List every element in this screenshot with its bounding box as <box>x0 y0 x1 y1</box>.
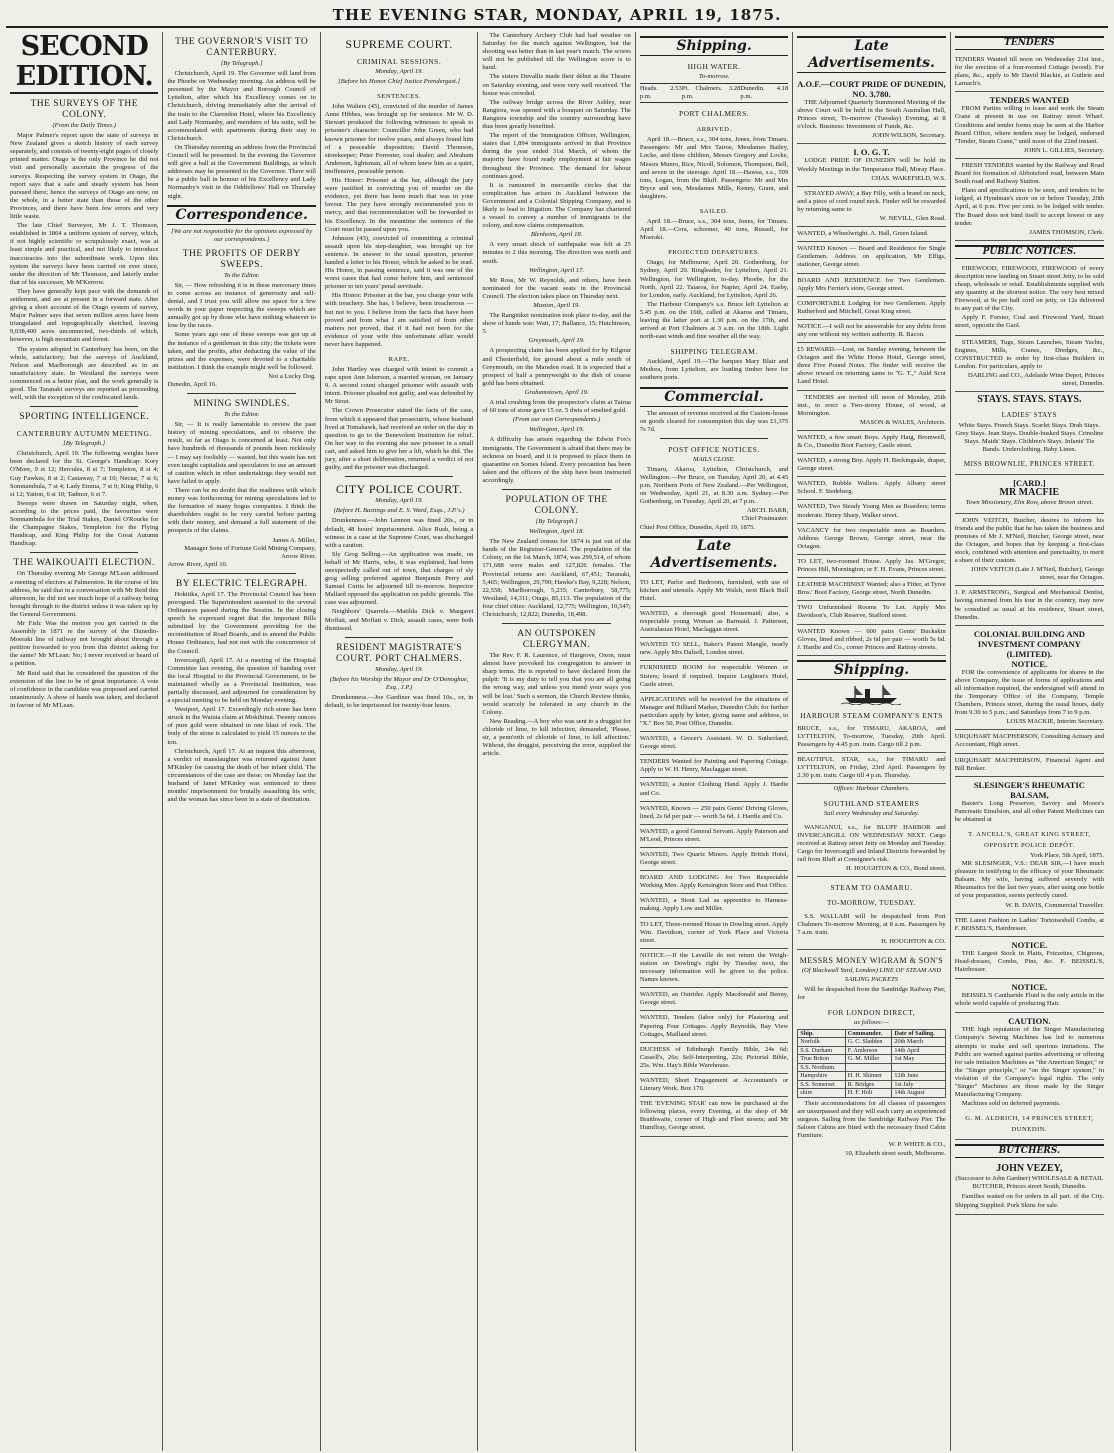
election-heading: THE WAIKOUAITI ELECTION. <box>13 558 155 569</box>
court-heading: SUPREME COURT. <box>345 37 453 51</box>
news-paragraph: The sisters Duvallis made their début at the Theatre on Saturday evening, and were very well received. The house was crowded. <box>482 73 631 97</box>
classified-ad: WANTED, a good General Servant. Apply Paterson and M'Leod, Princes street. <box>640 825 788 848</box>
sporting-paragraph: Sweeps were drawn on Saturday night, when, according to the prices paid, the favourites were Somnambula for the Trial Stakes, Daniel O'Rourke for the Champagne Stakes, Templeton for the Flying Handicap, and King Philip for the Great Autumn Handicap. <box>10 499 159 548</box>
card-title: [CARD.] <box>1013 478 1046 489</box>
table-row: shire H. F. Holt 14th August <box>798 1089 945 1098</box>
public-notices-banner: PUBLIC NOTICES. <box>955 245 1104 259</box>
letter-paragraph: There can be no doubt that the readiness with which money was forthcoming for mining speculations led to the formation of many bogus companies. I think the shareholders ought to be very careful before parting with their money, and demand a full statement of the prospects of the claims. <box>167 486 316 535</box>
tender-notice <box>955 159 1104 241</box>
sailed-paragraph: April 18.—Bruce, s.s., 304 tons, Jones, for Timaru. April 18.—Cora, schooner, 40 tons, Russell, for Moeraki. <box>639 218 789 242</box>
strayed-sign: W. NEVILL, Glen Road. <box>879 215 946 223</box>
classified-ad: WANTED, Known — 250 pairs Gents' Driving Gloves, lined, 2s 6d per pair — worth 5s 6d. J. Hardie and Co. <box>640 802 788 825</box>
divider <box>345 637 453 638</box>
firewood-text: FIREWOOD, FIREWOOD, FIREWOOD of every description now landing on Stuart street Jetty, to be sold cheap, wholesale or retail. Establishments supplied with any quantity at the shortest notice. The very best mixed Firewood, at 9s per half cord on jetty, or 12s delivered to any part of the City. <box>954 264 1105 313</box>
table-row: True Briton G. M. Miller 1st May <box>798 1055 945 1064</box>
columns <box>6 32 1108 1451</box>
survey-paragraph: The late Chief Surveyor, Mr J. T. Thomson, established in 1864 a uniform system of survey, which, if not highly scientific or scrupulously exact, was at least simple and practical, and not likely to introduce inaccuracies into the subordinate work. Upon this system the surveys have been carried on ever since, under the direction of Mr Thomson, and latterly under that of his successor, Mr M'Kerrow. <box>10 222 159 286</box>
table-header-cell: Date of Sailing. <box>892 1029 945 1038</box>
dateline: Wellington, April 19. <box>529 426 585 434</box>
classified-ad: WANTED, a Grocer's Assistant. W. D. Sutherland, George street. <box>640 732 788 755</box>
to-editor: To the Editor. <box>223 411 260 419</box>
telegraph-heading: BY ELECTRIC TELEGRAPH. <box>175 578 308 589</box>
classified-ad: WANTED, an Outrider. Apply Macdonald and Benny, George street. <box>640 988 788 1011</box>
high-water-tomorrow: To-morrow. <box>698 73 730 80</box>
iogt-sign: CHAS. WAKEFIELD, W.S. <box>871 174 946 182</box>
wigram-heading: MESSRS MONEY WIGRAM & SON'S <box>799 956 944 966</box>
sailing-table <box>797 1029 945 1098</box>
beautiful-star-ad: BEAUTIFUL STAR, s.s., for TIMARU and LYTTELTON, on Friday, 23rd April. Passengers by 2.30 p.m. train. Cargo till 4 p.m. Thursday. <box>797 753 945 784</box>
classified-ad: TO LET, two-roomed House. Apply Jas. M'Gregor, Princes Hill, Mornington; or F. H. Evans, Princes street. <box>797 555 945 578</box>
slesinger-text: Baxter's Long Preserver, Savory and Moore's Pancreatic Emulsion, and all other Patent Medicines can be obtained at <box>954 799 1105 823</box>
wallabi-ad <box>797 910 945 950</box>
letter-date: Arrow River, April 10. <box>167 560 228 568</box>
caution-sign: G. M. ALDRICH, 14 PRINCES STREET, DUNEDIN. <box>965 1115 1094 1134</box>
news-paragraph: The report of the Immigration Officer, Wellington, states that 1,894 immigrants arrived in that Province during the year ended 31st March, of whom the majority have found ready employment at fair wages throughout the Province. The demand for labour continues good. <box>482 132 631 180</box>
steamers-text: STEAMERS, Tugs, Steam Launches, Steam Yachts, Engines, Mills, Cranes, Dredges, &c., CONSTRUCTED to order by first-class Builders in London. For particulars, apply to <box>954 338 1105 370</box>
tender-sign: MASON & WALES, Architects. <box>859 418 946 426</box>
dateline: Grahamstown, April 19. <box>524 388 589 396</box>
police-paragraph: Neighbors' Quarrels.—Matilda Dick v. Margaret Moffatt, and Moffatt v. Dick, assault cases, were both dismissed. <box>324 608 474 632</box>
tender-notice <box>955 92 1104 159</box>
stays-sub: LADIES' STAYS <box>1001 411 1058 420</box>
late-ads-banner: Late Advertisements. <box>640 536 788 573</box>
tide-port-chalmers: Pt. Chalmers. 3.28 p.m. <box>681 85 741 101</box>
tender-text: FROM Parties willing to lease and work the Steam Crane at present in use on Rattray street Wharf. Conditions and tender forms may be seen at the Harbor Board Office, where tenders may be lodged, endorsed "Tender, Steam Crane," until noon of the 22nd instant. <box>954 105 1105 145</box>
classified-ad: URQUHART MACPHERSON, Consulting Actuary and Accountant, High street. <box>955 730 1104 753</box>
telegraph-note: [By Telegraph.] <box>63 440 106 448</box>
letter-date: Dunedin, April 16. <box>167 381 217 388</box>
news-paragraph: The Rangitikei nomination took place to-day, and the show of hands was: Watt, 17; Ballance, 15; Hutchinson, 5. <box>482 312 631 336</box>
shipping-telegram-paragraph: Auckland, April 19.—The barques Mary Blair and Medora, from Lyttelton, are loading timber here for southern ports. <box>639 358 789 382</box>
tender-sign: JOHN L. GILLIES, Secretary. <box>1023 146 1105 154</box>
divider <box>30 552 138 553</box>
firewood-sign: Apply F. Forster, Coal and Firewood Yard, Stuart street, opposite the Gaol. <box>954 314 1105 330</box>
harbour-offices: Offices: Harbour Chambers. <box>833 785 910 793</box>
court-paragraph: John Hartley was charged with intent to commit a rape upon Ann Isberson, a married woman, on January 9. A second count charged prisoner with assault with intent. Prisoner pleaded not guilty, and was defended by Mr Stout. <box>324 366 474 406</box>
police-heading: CITY POLICE COURT. <box>335 482 463 497</box>
telegraph-paragraph: Invercargill, April 17. At a meeting of the Hospital Committee last evening, the question of handing over the local Hospital to the Provincial Government, to be maintained wholly as a Provincial Institution, was partially discussed, and adjourned for consideration by a special meeting to be held on Monday evening. <box>167 656 316 705</box>
port-chalmers-heading: PORT CHALMERS. <box>678 109 750 119</box>
news-paragraph: A prospecting claim has been applied for by Kilgour and Chesterfield, for ground about a mile south of Greymouth, on the Marsden road. It is expected that a prospect of half a pennyweight to the dish of coarse gold has been obtained. <box>482 347 631 387</box>
court-paragraph: The Crown Prosecutor stated the facts of the case, from which it appeared that prosecutrix, whose husband lived at Tomahawk, had received an order on the day in question to go to the Benevolent Institution for relief. On her way in the evening she saw prisoner in a small cart, and asked him to give her a lift, which he did. The jury, after a short deliberation, returned a verdict of not guilty, and the prisoner was discharged. <box>324 407 474 472</box>
classified-ad: FURNISHED ROOM for respectable Women or Sisters; board if required. Inquire Leighton's Hotel, Castle street. <box>640 661 788 692</box>
election-paragraph: On Thursday evening Mr George M'Lean addressed a meeting of electors at Palmerston. In the course of his address, he said that in a conversation with Mr Reid this afternoon, he did not see much hope of a railway being brought through to the district unless it was taken up by the General Government. <box>10 570 159 618</box>
tender-text: FRESH TENDERS wanted by the Railway and Road Board for formation of Abbotsford road, between Main South road and Railway Station. <box>954 161 1105 186</box>
classified-ad: DUCHESS of Edinburgh Family Bible, 24s 6d; Cassell's, 26s; Self-Interpreting, 22s; Pictorial Bible, 25s. Wm. Hay's Bible Warehouse. <box>640 1043 788 1074</box>
post-office-paragraph: Timaru, Akaroa, Lyttelton, Christchurch, and Wellington.—Per Bruce, on Tuesday, April 20, at 4.45 p.m. Northern Ports of New Zealand.—Per Wellington, on Wednesday, April 21, at 8.30 a.m. Sydney.—Per Gothenburg, on Tuesday, April 20, at 7 p.m. <box>639 465 789 506</box>
wigram-destination: FOR LONDON DIRECT, <box>827 1007 916 1017</box>
commercial-banner: Commercial. <box>640 387 788 407</box>
colonial-title: COLONIAL BUILDING AND INVESTMENT COMPANY (LIMITED). <box>973 628 1085 659</box>
classified-ad: TENDERS Wanted for Painting and Papering Cottage. Apply to W. H. Henry, Maclaggan street. <box>640 755 788 778</box>
classified-ad: WANTED, a strong Boy. Apply H. Beckingsale, draper, George street. <box>797 454 945 477</box>
veitch-ad <box>955 514 1104 587</box>
caution-text: Machines sold on deferred payments. <box>961 1100 1061 1108</box>
letter-signature: James A. Miller, <box>272 536 316 544</box>
correspondents-note: (From our own Correspondents.) <box>512 416 601 424</box>
post-office-date: Chief Post Office, Dunedin, April 19, 1875. <box>639 523 756 531</box>
survey-paragraph: They have generally kept pace with the demands of settlement, and are at present in a forward state. After giving a short account of the Otago system of survey, Major Palmer says that seven million acres have been triangulated and topographically sketched, leaving 9,038,400 acres unconnected, two-thirds of which, however, is high mountain and forest. <box>10 287 159 344</box>
vezey-ad <box>955 1161 1104 1214</box>
derby-heading: THE PROFITS OF DERBY SWEEPS. <box>182 248 301 270</box>
colonial-sign: LOUIS MACKIE, Interim Secretary. <box>1006 718 1105 726</box>
wigram-sign: W. P. WHITE & CO., <box>888 1141 946 1149</box>
clergyman-paragraph: New Reading.—A boy who was sent to a druggist for chloride of lime, to kill infection, demanded, 'Please, sir, a penn'orth of chloride of lime, to kill affection.' Without, the druggist, perceiving the error, supplied the article. <box>482 717 631 758</box>
vezey-title: JOHN VEZEY, <box>996 1163 1063 1175</box>
high-water-heading: HIGH WATER. <box>687 62 741 71</box>
aof-text: THE Adjourned Quarterly Summoned Meeting of the above Court will be held in the South Australian Hall, Princes street, To-morrow (Tuesday) Evening, at 8 o'clock. Business: Investment of Funds, &c. <box>797 99 946 131</box>
tender-text: Plans and specifications to be seen, and tenders to be lodged, at Hyndman's store on or before Tuesday, 20th April, at 6 p.m. Five per cent. to be lodged with tender. The Board does not bind itself to accept lowest or any tender. <box>954 187 1105 227</box>
aof-sign: JOHN WILSON, Secretary. <box>872 132 946 140</box>
iogt-text: LODGE PRIDE OF DUNEDIN will be hold its Weekly Meetings in the Temperance Hall, Moray Place. <box>797 157 946 173</box>
classified-ad: £5 REWARD.—Lost, on Sunday evening, between the Octagon and the White Horse Hotel, George street, three Five Pound Notes. The finder will receive the above reward on returning same to "G. T.," Auld Scot Land Hotel. <box>797 343 945 390</box>
sporting-paragraph: Christchurch, April 19. The following weights have been declared for the St. George's Handicap: Kory O'More, 9 st 12; Hercules, 8 st 7; Templeton, 8 st 4; Guy Fawkes, 8 st 2; Castaway, 7 st 10; Nectar, 7 st 6; Somnambula, 7 st 4; Lady Emma, 7 st 0; King Philip, 6 st 12; Yatton, 6 st 10; Tadmor, 6 st 7. <box>10 450 159 498</box>
tenders-banner: TENDERS <box>955 36 1104 50</box>
telegraph-paragraph: Hokitika, April 17. The Provincial Council has been prorogued. The Superintendent assented to the several Ordinances passed during the Session. In the closing speech he expressed regret that the important Bills submitted by the Government providing for the reconstitution of Road Boards, and to amend the Public House Ordinance, had not met with the concurrence of the Council. <box>167 590 316 655</box>
wigram-sign-address: 10, Elizabeth street south, Melbourne. <box>845 1149 946 1157</box>
tender-sign: JAMES THOMSON, Clerk. <box>1029 228 1105 236</box>
mails-close: MAILS CLOSE. <box>692 455 736 463</box>
table-header-cell: Commander. <box>845 1029 892 1038</box>
shipping-banner: Shipping. <box>797 660 945 680</box>
news-paragraph: A trial crushing from the prospector's claim at Tairua of 60 tons of stone gave 15 oz. 5 dwts of smelted gold. <box>482 399 631 415</box>
column-3 <box>321 32 478 1451</box>
classified-ad: TENDERS Wanted till noon on Wednesday 21st inst., for the erection of a four-roomed Cottage (wood). For plans, &c., apply to Mr David Blackie, at Guthrie and Larnach's. <box>955 53 1104 92</box>
york-sign: W. B. DAVIS, Commercial Traveller. <box>1005 901 1105 909</box>
tender-text: TENDERS are invited till noon of Monday, 26th inst., to erect a Two-storey House, of wood, at Mornington. <box>797 393 946 417</box>
stays-ad <box>955 392 1104 475</box>
survey-heading: THE SURVEYS OF THE COLONY. <box>30 99 138 120</box>
wigram-text: Will be despatched from the Sandridge Railway Pier, for <box>797 985 946 1001</box>
survey-source: (From the Daily Times.) <box>52 122 116 129</box>
telegraph-note: [By Telegraph.] <box>535 517 578 525</box>
post-office-sign-title: Chief Postmaster. <box>741 515 789 523</box>
telegraph-note: [By Telegraph.] <box>220 60 263 67</box>
wigram-as-follows: as follows:— <box>854 1018 889 1026</box>
court-before: [Before his Honor Chief Justice Prendergast.] <box>338 78 461 86</box>
classified-ad: WANTED, a Stout Lad as apprentice to Harness-making. Apply Low and Miller. <box>640 894 788 917</box>
harbour-heading: HARBOUR STEAM COMPANY'S ENTS <box>800 710 943 720</box>
police-before: (Before H. Bastings and E. S. Ward, Esqs., J.P.'s.) <box>333 507 465 515</box>
notice-title: NOTICE. <box>1011 939 1048 950</box>
court-paragraph: Johnson (43), convicted of committing a criminal assault upon his step-daughter, was brought up for sentence. In answer to the usual question, prisoner handed a letter to his Honor, which he asked to be read. His Honor, in passing sentence, said it was one of the worst cases that had come before him, and sentenced prisoner to ten years' penal servitude. <box>324 234 474 291</box>
york-date: York Place, 5th April, 1875. <box>1030 852 1105 859</box>
dateline: Maxton, April 19. <box>533 302 580 309</box>
classified-ad: URQUHART MACPHERSON, Financial Agent and Bill Broker. <box>955 754 1104 777</box>
notice-ad <box>955 937 1104 979</box>
mining-heading: MINING SWINDLES. <box>193 399 290 410</box>
correspondence-banner: Correspondence. <box>167 205 315 225</box>
table-row: Hampshire H. H. Shinner 12th June <box>798 1072 945 1081</box>
colonial-text: FOR the convenience of applicants for shares in the above Company, the issue of forms of applications and all information required, the undersigned will attend in the Temporary Office of the Company, Temple Chambers, Princes street, during the usual hours, daily from 9.30 to 5 p.m.; and Saturdays from 7 to 9 p.m. <box>954 668 1105 717</box>
wigram-sub: (Of Blackwall Yard, London) LINE OF STEAM AND SAILING PACKETS <box>801 967 942 983</box>
telegraph-paragraph: Westport, April 17. Exceedingly rich stone has been struck in the Waiuta claim at Mokihinui. Twenty ounces of pure gold were obtained in one blast of rock. The body of the stone is calculated to yield 15 ounces to the ton. <box>167 706 316 746</box>
tide-heads: Heads. 2.53 p.m. <box>639 85 682 101</box>
court-paragraph: His Honor: Prisoner at the bar, although the jury were justified in convicting you of murder on the evidence, yet there has been much that was in your favour. The jury have strongly recommended you to mercy, and that recommendation will be forwarded to his Excellency. In the meantime the sentence of the Court must be passed upon you. <box>324 177 474 233</box>
strayed-notice <box>797 187 945 227</box>
masthead: THE EVENING STAR, MONDAY, APRIL 19, 1875. <box>6 4 1108 28</box>
court-paragraph: His Honor: Prisoner at the bar, you charge your wife with treachery. She has, I believe, been treacherous — but not to you. I believe from the facts that have been proved and from what I am satisfied of from other matters not proved, that if it had not been for the evidence of your wife this unfortunate affair would never have happened. <box>324 292 474 348</box>
sporting-subheading: CANTERBURY AUTUMN MEETING. <box>16 429 152 439</box>
classified-ad: WANTED, a Junior Clothing Hand. Apply J. Hardie and Co. <box>640 778 788 801</box>
commercial-paragraph: The amount of revenue received at the Custom-house on goods cleared for consumption this day was £1,375 7s 7d. <box>639 409 789 433</box>
steamers-ad <box>955 336 1104 393</box>
sporting-heading: SPORTING INTELLIGENCE. <box>19 412 150 423</box>
vezey-sub: (Successor to John Gardner) WHOLESALE & RETAIL BUTCHER, Princes street South, Dunedin. <box>955 1175 1104 1191</box>
election-paragraph: Mr Reid said that he considered the question of the extension of the line to be of great importance. A vote of confidence in the candidate was proposed and carried unanimously. A show of hands was taken, and declared in favour of Mr M'Lean. <box>10 669 159 709</box>
classified-ad: APPLICATIONS will be received for the situations of Manager and Billiard Marker, Dunedin Club; for further particulars apply by letter, giving name and address, to "X." Box 50, Post Office, Dunedin. <box>640 693 788 732</box>
letter-paragraph: Some years ago one of these sweeps was got up at the instance of a gentleman in this city; the tickets were taken, and the profits, after deducting the value of the prizes and the expenses, were devoted to a charitable institution. I think the example might well be followed. <box>167 331 316 371</box>
southland-heading: SOUTHLAND STEAMERS <box>823 799 920 809</box>
oamaru-sub: TO-MORROW, TUESDAY. <box>827 899 916 908</box>
resident-before: (Before his Worship the Mayor and Dr O'Donoghue, Esq., J.P.) <box>329 675 469 691</box>
column-1 <box>6 32 163 1451</box>
survey-paragraph: Major Palmer's report upon the state of surveys in New Zealand gives a sketch history of each survey separately, and consists of twenty-eight pages of closely printed matter. Otago is the only Province he did not visit and personally ascertain the progress of the surveys. Respecting the survey system in Otago, the report says that a safe and steady system has been pursued there; hence the surveys of Otago are now, on the whole, in a better state than those of the other Provinces, and there have been few errors and very little waste. <box>10 132 159 221</box>
classified-ad: NOTICE.—I will not be answerable for any debts from any one without my written authority. R. Bacon. <box>797 320 945 343</box>
court-section-heading: SENTENCES. <box>377 93 422 101</box>
news-paragraph: It is rumoured in mercantile circles that the complication has arisen in Auckland between the Government and a Colonial Shipping Company, and is likely to lead to litigation. The Company has chartered a vessel to convey a number of immigrants to the colony, and now claims compensation. <box>482 181 631 230</box>
notice-text: BEISSEL'S Cantharide Fluid is the only article in the whole world capable of producing Hair. <box>954 992 1105 1008</box>
notice-text: THE Largest Stock in Plaits, Frizzettes, Chignons, Head-dresses, Combs, Pins, &c. F. BEISSEL'S, Hairdresser. <box>954 949 1105 974</box>
slesinger-title: SLESINGER'S RHEUMATIC BALSAM, <box>973 779 1085 800</box>
table-row: S.S. Durham F. Anderson 14th April <box>798 1046 945 1055</box>
divider <box>660 438 768 439</box>
sailing-table-header <box>798 1029 945 1038</box>
column-2 <box>163 32 320 1451</box>
classified-ad: WANTED, Two Quartz Miners. Apply British Hotel, George street. <box>640 848 788 871</box>
divider <box>30 406 138 407</box>
caution-title: CAUTION. <box>1008 1016 1051 1027</box>
police-paragraph: Drunkenness.—John Lennon was fined 20s., or in default, 48 hours' imprisonment. Alice Rush, being a witness in a case at the Supreme Court, was discharged with a caution. <box>324 517 474 549</box>
classified-ad: WANTED, a few smart Boys. Apply Haig, Bromwell, & Co., Dunedin Boot Factory, Castle street. <box>797 431 945 454</box>
resident-date: Monday, April 19. <box>375 665 424 673</box>
york-text: MR SLESINGER, V.S.: DEAR SIR,—I have much pleasure in testifying to the efficacy of your Rheumatic Balsam. My wife, having suffered severely with Rheumatics for the last two years, after using one bottle of your preparation, seems perfectly cured. <box>954 860 1105 900</box>
population-heading: POPULATION OF THE COLONY. <box>505 494 608 516</box>
classified-ad: BOARD AND LODGING for Two Respectable Working Men. Apply Kensington Store and Post Office. <box>640 871 788 894</box>
letter-signature-title: Manager Sons of Fortune Gold Mining Company, Arrow River. <box>184 544 316 560</box>
dateline: Blenheim, April 18. <box>530 231 583 239</box>
colonial-ad <box>955 626 1104 731</box>
column-4 <box>478 32 635 1451</box>
divider <box>502 623 610 624</box>
aof-title: A.O.F.—COURT PRIDE OF DUNEDIN, NO. 3,780. <box>797 79 946 99</box>
classified-ad: WANTED, a Wheelwright. A. Hall, Green Island. <box>797 227 945 242</box>
news-paragraph: Mr Ross, Mr W. Reynolds, and others, have been nominated for the vacant seats in the Provincial Council. The election takes place on Thursday next. <box>482 276 631 300</box>
letter-paragraph: Sir, — How refreshing it is in these mercenary times to come across an instance of generosity and self-denial, and I trust you will allow me space for a few words in your paper respecting the sweeps which are annually got up by those who have nothing whatever to lose by the races. <box>167 281 316 330</box>
classified-ad: VACANCY for two respectable men as Boarders. Address George Brown, George street, near the Octagon. <box>797 524 945 555</box>
court-paragraph: John Walters (45), convicted of the murder of James Anne Hibbes, was brought up for sentence. Mr W. D. Stewart produced the following witnesses to speak to prisoner's character: Councillor John Green, who had known prisoner for twelve years, and always found him of a peaceable disposition; David Thomson, storekeeper; Peter Forrester, coal dealer; and Abraham Anderson, lightsman, all of whom knew him as a quiet, inoffensive, peaceable person. <box>324 103 474 175</box>
governor-paragraph: Christchurch, April 19. The Governor will land from the Phoebe on Wednesday morning. An address will be presented by the Mayor and Borough Council of Lyttelton, after which his Excellency comes on to Christchurch, driving immediately after the arrival of the train to the Clarendon Hotel, where his Excellency and Lady Normanby, and members of his suite, will be accommodated with apartments during their stay in Christchurch. <box>167 70 316 142</box>
projected-paragraph: Otago, for Melbourne, April 20. Gothenburg, for Sydney, April 20. Ringleader, for Lyttelton, April 21. Wellington, for Wellington, to-day. Phoebe, for the North, April 22. Taiaroa, for Napier, April 24. Easby, for London, early. Auckland, for Lyttelton, April 26. <box>639 259 789 299</box>
classified-ad: THE 'EVENING STAR' can now be purchased at the following places, every Evening, at the shop of Mr Braithwaite, corner of High and Fleet streets; and Mr Humffray, George street. <box>640 1097 788 1136</box>
firewood-ad <box>955 262 1104 336</box>
divider <box>187 573 295 574</box>
wanganui-text: WANGANUI, s.s., for BLUFF HARBOR and INVERCARGILL ON WEDNESDAY NEXT. Cargo received at Rattray street Jetty on Monday and Tuesday. Cargo for Invercargill and Inland Districts forwarded by rail from Bluff at Consignee's risk. <box>797 823 946 863</box>
shipping-banner: Shipping. <box>640 36 788 56</box>
macfie-text: Town Missionary, Elm Row, above Brown street. <box>965 499 1094 507</box>
court-subheading: CRIMINAL SESSIONS. <box>357 57 442 66</box>
second-edition-title: SECOND EDITION. <box>10 32 158 94</box>
arrived-heading: ARRIVED. <box>696 126 732 134</box>
classified-ad: LEATHER MACHINIST Wanted; also a Fitter, at Tyree Bros.' Boot Factory, George street, North Dunedin. <box>797 578 945 601</box>
tide-table <box>640 83 788 103</box>
southland-sub: Sail every Wednesday and Saturday. <box>823 810 920 818</box>
wallabi-sign: H. HOUGHTON & CO. <box>881 938 946 946</box>
post-office-sign: ARCH. BARR, <box>747 507 789 515</box>
aof-notice <box>797 76 945 144</box>
stays-sign: MISS BROWNLIE, PRINCES STREET. <box>963 460 1095 469</box>
dateline: Wellington, April 17. <box>529 266 585 274</box>
butchers-banner: BUTCHERS. <box>955 1144 1104 1158</box>
stays-title: STAYS. STAYS. STAYS. <box>977 394 1082 406</box>
wallabi-text: S.S. WALLABI will be despatched from Port Chalmers To-morrow Morning, at 8 a.m. Passengers by 7 a.m. train. <box>797 913 946 937</box>
classified-ad: WANTED, Two Steady Young Men as Boarders; terms moderate. Henry Sharp, Walker street. <box>797 500 945 523</box>
vezey-text: Families waited on for orders in all part. of the City. Shipping Supplied. Pork Skins for sale. <box>954 1193 1105 1209</box>
classified-ad: COMFORTABLE Lodging for two Gentlemen. Apply Rutherford and Mitchell, Great King street. <box>797 297 945 320</box>
iogt-title: I. O. G. T. <box>853 147 890 158</box>
survey-paragraph: The system adopted in Canterbury has been, on the whole, satisfactory; but the surveys of Auckland, Nelson and Marlborough are described as in an unsatisfactory state. In Westland the surveys were commenced on a better plan, and the work generally is good. The Taranaki surveys are reported as proceeding well, with the exception of the confiscated lands. <box>10 345 159 402</box>
column-5 <box>636 32 793 1451</box>
macfie-title: MR MACFIE <box>999 487 1060 499</box>
post-office-heading: POST OFFICE NOTICES. <box>668 444 760 454</box>
classified-ad: J. P. ARMSTRONG, Surgical and Mechanical Dentist, having returned from his tour in the country, may now be consulted as usual at his residence, Stuart street, Dunedin. <box>955 586 1104 625</box>
slesinger-sign: T. ANCELL'S, GREAT KING STREET, OPPOSITE POLICE DEPÔT. <box>968 831 1091 849</box>
arrived-paragraph: April 18.—Bruce, s.s., 304 tons, Jones, from Timaru. Passengers: Mr and Mrs Tairoe, Mesdames Bailey, Locke, and three children, Messrs Gregory and Locke, Messrs Munro, Rice, Nicoll, Solomon, Thompson, Bell, and seven in the steerage. April 18.—Hawea, s.s., 599 tons, Logan, from the Bluff. Passengers: Mr and Mrs Bryce and son, Mesdames Mills, Kenny, Grant, and daughters. <box>639 136 789 200</box>
governor-heading: THE GOVERNOR'S VISIT TO CANTERBURY. <box>175 37 309 58</box>
resident-paragraph: Drunkenness.—Joe Gardiner was fined 10s., or, in default, to be imprisoned for twenty-four hours. <box>324 694 474 710</box>
classified-ad: WANTED, a thorough good Housemaid; also, a respectable young Woman as Barmaid. J. Patterson, Australasian Hotel, Maclaggan street. <box>640 607 788 638</box>
clergyman-heading: AN OUTSPOKEN CLERGYMAN. <box>517 629 596 651</box>
harbour-paragraph: The Harbour Company's s.s. Bruce left Lyttelton at 5.45 p.m. on the 16th, called at Akaroa and Timaru, leaving the latter port at 1.30 p.m. on the 17th, and arrived at Port Chalmers at 3 a.m. on the 18th. Light north-east winds and fine weather all the way. <box>639 300 789 341</box>
news-paragraph: The railway bridge across the River Ashley, near Rangiora, was opened with a bouquet on Saturday. The Rangiora township and the country surrounding have thus been greatly benefited. <box>482 98 631 131</box>
steamers-sign: DARLING and CO., Adelaide Wine Depot, Princes street, Dunedin. <box>967 371 1105 387</box>
court-date: Monday, April 19. <box>375 68 424 75</box>
stays-text: White Stays. French Stays. Scarlet Stays. Drab Stays. Grey Stays. Jean Stays. Double-busked Stays. Crinoline Stays. Maids' Stays. Children's Stays. Infants' Tie Bands. Underclothing. Baby Linen. <box>955 422 1104 454</box>
classified-ad: TO LET, Three-roomed House in Dowling street. Apply Wm. Davidson, corner of York Place and Victoria street. <box>640 918 788 949</box>
to-editor: To the Editor. <box>223 271 260 279</box>
classified-ad: TWO Unfurnished Rooms To Let. Apply Mrs Davidson's, Club Reserve, Stafford street. <box>797 601 945 624</box>
late-ads-banner: Late Advertisements. <box>797 36 945 73</box>
table-row: Norfolk G. C. Sladden 20th March <box>798 1038 945 1047</box>
projected-heading: PROJECTED DEPARTURES. <box>668 249 760 257</box>
wigram-note: Their accommodations for all classes of passengers are unsurpassed and they will each carry an experienced surgeon. Sailing from the Sandridge Railway Pier. The Saloon Cabins are fitted with the necessary fixed Cabin Furniture. <box>797 1099 946 1140</box>
letter-signature: Not a Lucky Dog. <box>268 372 316 380</box>
dateline: Greymouth, April 19. <box>528 337 585 345</box>
iogt-notice <box>797 144 945 186</box>
table-row: S.S. Somerset R. Bridges 1st July <box>798 1080 945 1089</box>
news-paragraph: The Canterbury Archery Club had bad weather on Saturday for the match against Wellington, but the shooting was better than in last year's match. The scores will not be published till the Wellington score is to hand. <box>482 32 631 72</box>
resident-heading: RESIDENT MAGISTRATE'S COURT. PORT CHALMERS. <box>336 642 463 664</box>
card-ad <box>955 475 1104 513</box>
veitch-text: JOHN VEITCH, Butcher, desires to inform his friends and the public that he has taken the business and premises of Mr J. M'Neil, Butcher, George street, near the Octagon, and hopes that by keeping a first-class stock, combined with attention and punctuality, to merit a share of their custom. <box>954 516 1105 565</box>
veitch-sign: JOHN VEITCH (Late J. M'Neil, Butcher), George street, near the Octagon. <box>971 566 1105 582</box>
column-7 <box>951 32 1108 1451</box>
divider <box>187 393 295 394</box>
slesinger-ad <box>955 777 1104 914</box>
population-paragraph: The New Zealand census for 1874 is just out of the hands of the Registrar-General. The population of the Colony, on the 1st March, 1874, was 299,514, of whom 171,688 were males and 127,826 females. The Provincial returns are: Auckland, 67,451; Taranaki, 5,465; Wellington, 29,790; Hawke's Bay, 9,228; Nelson, 22,558; Marlborough, 5,235; Canterbury, 58,775; Westland, 14,311; Otago, 85,113. The population of the four chief cities: Auckland, 12,775; Wellington, 10,547; Christchurch, 12,822; Dunedin, 18,498. <box>482 538 631 618</box>
classified-ad: WANTED TO SELL, Baker's Patent Mangle, nearly new. Apply Mrs Dalzell, London street. <box>640 638 788 661</box>
oamaru-heading: STEAM TO OAMARU. <box>830 883 913 893</box>
clergyman-paragraph: The Rev. F. R. Laurence, of Hargrove, Oxon, must almost have provoked his congregation to answer in sharp terms. He is reported to have declared from the pulpit: 'It is my duty to tell you that you are all going the wrong way, and unless you mend your ways you will be lost.' Such a sermon, the Church Review thinks, would scarcely be tolerated in any church in the Colony. <box>482 652 631 716</box>
governor-paragraph: On Thursday morning an address from the Provincial Council will be presented. In the evening the Governor will give a ball at the Government Buildings, at which addresses may be presented to the Governor. There will be a public ball in honour of his Excellency and Lady Normanby's visit in the Oddfellows' Hall on Thursday night. <box>167 143 316 200</box>
classified-ad: WANTED Known — 600 pairs Gents' Buckskin Gloves, lined and ribbed, 2s 6d per pair — worth 5s 6d. J. Hardie and Co., corner Princes and Rattray streets. <box>797 625 945 656</box>
classified-ad: WANTED Known — Board and Residence for Single Gentlemen. Address on application, Mr Elfigs, stationer, George street. <box>797 242 945 273</box>
classified-ad: WANTED, Tenders (labor only) for Plastering and Papering Four Cottages. Apply Reynolds, Bay View Cottages, Mailland street. <box>640 1011 788 1042</box>
classified-ad: NOTICE.—If the Lavaille do not return the Weigh-station on Dowling's right by Tuesday next, the necessary information will be given to the police. Names known. <box>640 949 788 988</box>
police-paragraph: Sly Grog Selling.—An application was made, on behalf of Mr Harris, who, it was explained, had been unexpectedly called out of town, that charges of sly grog selling preferred against Benjamin Perry and Samuel Curtis be adjourned till to-morrow. Inspector Mallard opposed the application on public grounds. The case was adjourned. <box>324 550 474 607</box>
divider <box>345 476 453 477</box>
classified-ad: BOARD AND RESIDENCE for Two Gentlemen. Apply Mrs Ferrier's store, George street. <box>797 274 945 297</box>
strayed-text: STRAYED AWAY, a Bay Filly, with a brand on neck, and a piece of cord round neck. Finder will be rewarded by returning same to <box>797 189 946 213</box>
notice-ad <box>955 979 1104 1013</box>
classified-ad: WANTED, Rubble Wallers. Apply Albany street School. F. Siedeberg. <box>797 477 945 500</box>
dateline: Wellington, April 18. <box>529 528 585 536</box>
wanganui-sign: H. HOUGHTON & CO., Bond street. <box>846 865 946 872</box>
telegraph-paragraph: Christchurch, April 17. At an inquest this afternoon, a verdict of manslaughter was returned against Janet M'Kinley for causing the death of her infant child. The circumstances of the case are these: on Monday last the husband of Janet M'Kinley was sentenced to three months' imprisonment for brutally assaulting his wife, and the woman has since been in a state of destitution. <box>167 747 316 804</box>
news-paragraph: A difficulty has arisen regarding the Edwin Fox's immigrants. The Government is afraid that there may be sickness on board, and it is proposed to place them in quarantine on Somes Island. Every precaution has been taken and the officers of the ship have been instructed accordingly. <box>482 436 631 484</box>
caution-ad <box>955 1013 1104 1140</box>
court-section-heading: RAPE. <box>388 356 410 363</box>
tide-dunedin: Dunedin. 4.18 p.m. <box>740 85 789 101</box>
correspondence-note: [We are not responsible for the opinions expressed by our correspondents.] <box>171 227 313 243</box>
divider <box>502 489 610 490</box>
classified-ad: THE Latest Fashion in Ladies' Tortoiseshell Combs, at F. BEISSEL'S, Hairdresser. <box>955 914 1104 937</box>
news-paragraph: A very smart shock of earthquake was felt at 25 minutes to 2 this morning. The direction was north and south. <box>482 241 631 265</box>
wanganui-ad <box>797 821 945 878</box>
caution-text: THE high reputation of the Singer Manufacturing Company's Sewing Machines has led to numerous attempts to make and sell spurious imitations. The Public are warned against parties advertising or offering for sale imitation Machines as "the American Singer," or the "Singer principle," or "on the Singer system," in violation of the Company's legal rights. The only "Singer" Machines are those made by the Singer Manufacturing Company. <box>954 1026 1105 1099</box>
shipping-telegram-heading: SHIPPING TELEGRAM. <box>670 347 758 357</box>
steamship-icon <box>841 683 901 705</box>
notice-title: NOTICE. <box>1011 658 1048 669</box>
table-header-cell: Ship. <box>798 1029 845 1038</box>
letter-paragraph: Sir, — It is really lamentable to review the past history of mining speculations, and to observe the result, so far as Otago is concerned at least. Not only have hundreds of thousands of pounds been recklessly — I may say foolishly — wasted, but this waste has not even taught capitalists and speculators to use an amount of caution which in other undertakings they would not have failed to apply. <box>167 421 316 485</box>
police-date: Monday, April 19. <box>375 497 424 505</box>
sailed-heading: SAILED. <box>699 208 729 216</box>
tender-notice <box>797 391 945 431</box>
bruce-ad: BRUCE, s.s., for TIMARU, AKAROA, and LYTTELTON, To-morrow, Tuesday, 20th April. Passengers by 4.45 p.m. train. Cargo till 2 p.m. <box>797 722 945 753</box>
election-paragraph: Mr Fish: Was the motion you got carried in the Assembly in 1871 re the survey of the Dunedin-Moeraki line of railway not brought about through a petition forwarded to you from this district asking for the same? Mr M'Lean: No; I never received or heard of a petition. <box>10 619 159 668</box>
classified-ad: TO LET, Parlor and Bedroom, furnished, with use of kitchen and utensils. Apply Mr Walsh, next Black Bull Hotel. <box>640 576 788 607</box>
notice-title: NOTICE. <box>1011 982 1048 993</box>
tender-title: TENDERS WANTED <box>989 95 1070 106</box>
table-row: S.S. Northum. <box>798 1063 945 1072</box>
column-6 <box>793 32 950 1451</box>
classified-ad: WANTED, Short Engagement at Accountant's or Literary Work. Box 170. <box>640 1074 788 1097</box>
